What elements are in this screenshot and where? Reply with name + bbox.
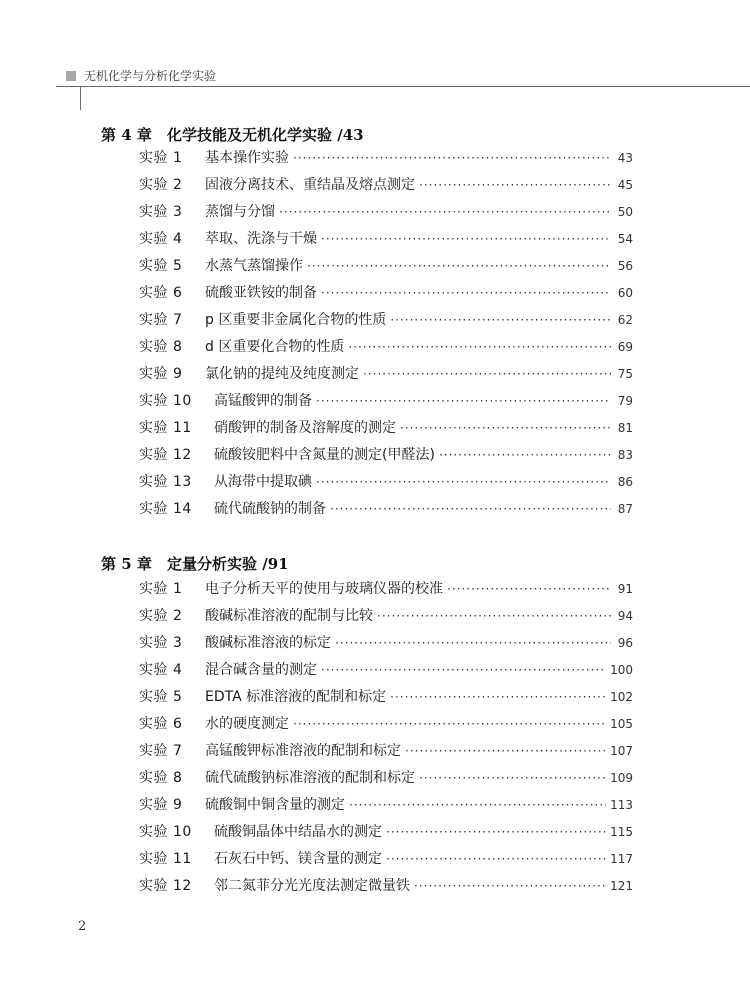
toc-entry[interactable]: [139, 471, 633, 498]
entry-title: 硫酸铜晶体中结晶水的测定: [214, 824, 382, 840]
entry-title: 硫代硫酸钠标准溶液的配制和标定: [205, 770, 415, 786]
entry-page: 91: [617, 582, 633, 596]
entry-page: 79: [617, 394, 633, 408]
entry-label: 实验 2: [139, 177, 183, 193]
toc-entry[interactable]: [139, 363, 633, 390]
entry-page: 75: [617, 367, 633, 381]
toc-entry[interactable]: [139, 767, 633, 794]
entry-page: 107: [610, 744, 633, 758]
toc-entry[interactable]: [139, 875, 633, 902]
entry-label: 实验 10: [139, 824, 192, 840]
chapter-title: 化学技能及无机化学实验 /43: [167, 126, 364, 144]
dot-leader: [335, 636, 611, 650]
entry-page: 50: [617, 205, 633, 219]
toc-list-chapter-4: [139, 147, 633, 525]
entry-label: 实验 12: [139, 878, 192, 894]
chapter-title: 定量分析实验 /91: [167, 555, 289, 573]
toc-entry[interactable]: [139, 659, 633, 686]
entry-label: 实验 1: [139, 581, 183, 597]
dot-leader: [363, 367, 611, 381]
toc-entry[interactable]: [139, 605, 633, 632]
entry-title: 硫酸亚铁铵的制备: [205, 285, 317, 301]
entry-title: d 区重要化合物的性质: [205, 339, 345, 355]
toc-entry[interactable]: [139, 848, 633, 875]
toc-entry[interactable]: [139, 417, 633, 444]
entry-title: 高锰酸钾的制备: [214, 393, 312, 409]
entry-label: 实验 6: [139, 285, 183, 301]
book-title: 无机化学与分析化学实验: [84, 69, 217, 83]
header-square-marker: [66, 71, 76, 81]
dot-leader: [349, 798, 606, 812]
entry-label: 实验 11: [139, 851, 192, 867]
entry-title: 电子分析天平的使用与玻璃仪器的校准: [205, 581, 443, 597]
entry-page: 69: [617, 340, 633, 354]
entry-title: 硝酸钾的制备及溶解度的测定: [214, 420, 396, 436]
toc-entry[interactable]: [139, 228, 633, 255]
dot-leader: [321, 232, 611, 246]
entry-page: 60: [617, 286, 633, 300]
dot-leader: [316, 475, 611, 489]
entry-page: 43: [617, 151, 633, 165]
entry-page: 117: [610, 852, 633, 866]
toc-entry[interactable]: [139, 740, 633, 767]
entry-title: 从海带中提取碘: [214, 474, 312, 490]
dot-leader: [414, 879, 606, 893]
dot-leader: [279, 205, 611, 219]
entry-title: EDTA 标准溶液的配制和标定: [205, 689, 387, 705]
entry-page: 87: [617, 502, 633, 516]
toc-list-chapter-5: [139, 578, 633, 902]
entry-page: 62: [617, 313, 633, 327]
toc-entry[interactable]: [139, 147, 633, 174]
toc-entry[interactable]: [139, 336, 633, 363]
running-header: [56, 64, 750, 110]
dot-leader: [386, 852, 606, 866]
entry-page: 121: [610, 879, 633, 893]
entry-title: p 区重要非金属化合物的性质: [205, 312, 387, 328]
toc-entry[interactable]: [139, 632, 633, 659]
entry-title: 水蒸气蒸馏操作: [205, 258, 303, 274]
entry-page: 94: [617, 609, 633, 623]
entry-title: 蒸馏与分馏: [205, 204, 275, 220]
entry-label: 实验 8: [139, 770, 183, 786]
entry-label: 实验 3: [139, 204, 183, 220]
entry-title: 混合碱含量的测定: [205, 662, 317, 678]
toc-entry[interactable]: [139, 578, 633, 605]
dot-leader: [400, 421, 611, 435]
entry-title: 水的硬度测定: [205, 716, 289, 732]
entry-label: 实验 7: [139, 743, 183, 759]
entry-page: 56: [617, 259, 633, 273]
dot-leader: [348, 340, 611, 354]
entry-title: 硫酸铵肥料中含氮量的测定(甲醛法): [214, 447, 435, 463]
entry-page: 81: [617, 421, 633, 435]
dot-leader: [377, 609, 611, 623]
header-rule: [56, 86, 750, 87]
entry-page: 83: [617, 448, 633, 462]
dot-leader: [447, 582, 611, 596]
entry-title: 氯化钠的提纯及纯度测定: [205, 366, 359, 382]
entry-page: 109: [610, 771, 633, 785]
entry-page: 115: [610, 825, 633, 839]
entry-label: 实验 10: [139, 393, 192, 409]
toc-entry[interactable]: [139, 444, 633, 471]
entry-label: 实验 6: [139, 716, 183, 732]
dot-leader: [386, 825, 606, 839]
entry-label: 实验 1: [139, 150, 183, 166]
dot-leader: [293, 717, 606, 731]
dot-leader: [390, 313, 611, 327]
toc-entry[interactable]: [139, 390, 633, 417]
page-number: 2: [78, 919, 87, 934]
chapter-number: 第 4 章: [101, 126, 152, 144]
entry-title: 萃取、洗涤与干燥: [205, 231, 317, 247]
entry-title: 酸碱标准溶液的标定: [205, 635, 331, 651]
entry-label: 实验 14: [139, 501, 192, 517]
dot-leader: [405, 744, 606, 758]
entry-title: 石灰石中钙、镁含量的测定: [214, 851, 382, 867]
toc-entry[interactable]: [139, 282, 633, 309]
dot-leader: [307, 259, 611, 273]
entry-label: 实验 2: [139, 608, 183, 624]
entry-title: 硫酸铜中铜含量的测定: [205, 797, 345, 813]
chapter-number: 第 5 章: [101, 555, 152, 573]
entry-page: 45: [617, 178, 633, 192]
entry-page: 54: [617, 232, 633, 246]
toc-entry[interactable]: [139, 201, 633, 228]
entry-label: 实验 9: [139, 366, 183, 382]
entry-page: 113: [610, 798, 633, 812]
entry-label: 实验 12: [139, 447, 192, 463]
entry-label: 实验 5: [139, 258, 183, 274]
header-corner-tick: [80, 86, 81, 110]
entry-title: 酸碱标准溶液的配制与比较: [205, 608, 373, 624]
entry-title: 高锰酸钾标准溶液的配制和标定: [205, 743, 401, 759]
toc-entry[interactable]: [139, 686, 633, 713]
toc-entry[interactable]: [139, 713, 633, 740]
entry-title: 固液分离技术、重结晶及熔点测定: [205, 177, 415, 193]
toc-entry[interactable]: [139, 309, 633, 336]
entry-page: 96: [617, 636, 633, 650]
entry-title: 硫代硫酸钠的制备: [214, 501, 326, 517]
toc-entry[interactable]: [139, 174, 633, 201]
toc-entry[interactable]: [139, 498, 633, 525]
dot-leader: [321, 663, 606, 677]
dot-leader: [419, 771, 606, 785]
dot-leader: [321, 286, 611, 300]
dot-leader: [330, 502, 611, 516]
entry-title: 基本操作实验: [205, 150, 289, 166]
chapter-heading: [101, 124, 661, 148]
entry-page: 102: [610, 690, 633, 704]
entry-page: 100: [610, 663, 633, 677]
dot-leader: [390, 690, 606, 704]
entry-label: 实验 8: [139, 339, 183, 355]
entry-label: 实验 4: [139, 662, 183, 678]
entry-label: 实验 9: [139, 797, 183, 813]
dot-leader: [419, 178, 611, 192]
dot-leader: [439, 448, 611, 462]
entry-page: 105: [610, 717, 633, 731]
entry-label: 实验 11: [139, 420, 192, 436]
dot-leader: [293, 151, 611, 165]
entry-label: 实验 7: [139, 312, 183, 328]
toc-entry[interactable]: [139, 255, 633, 282]
toc-entry[interactable]: [139, 794, 633, 821]
entry-label: 实验 4: [139, 231, 183, 247]
entry-title: 邻二氮菲分光光度法测定微量铁: [214, 878, 410, 894]
entry-label: 实验 13: [139, 474, 192, 490]
entry-label: 实验 5: [139, 689, 183, 705]
dot-leader: [316, 394, 611, 408]
chapter-heading: [101, 553, 661, 577]
entry-label: 实验 3: [139, 635, 183, 651]
entry-page: 86: [617, 475, 633, 489]
toc-entry[interactable]: [139, 821, 633, 848]
